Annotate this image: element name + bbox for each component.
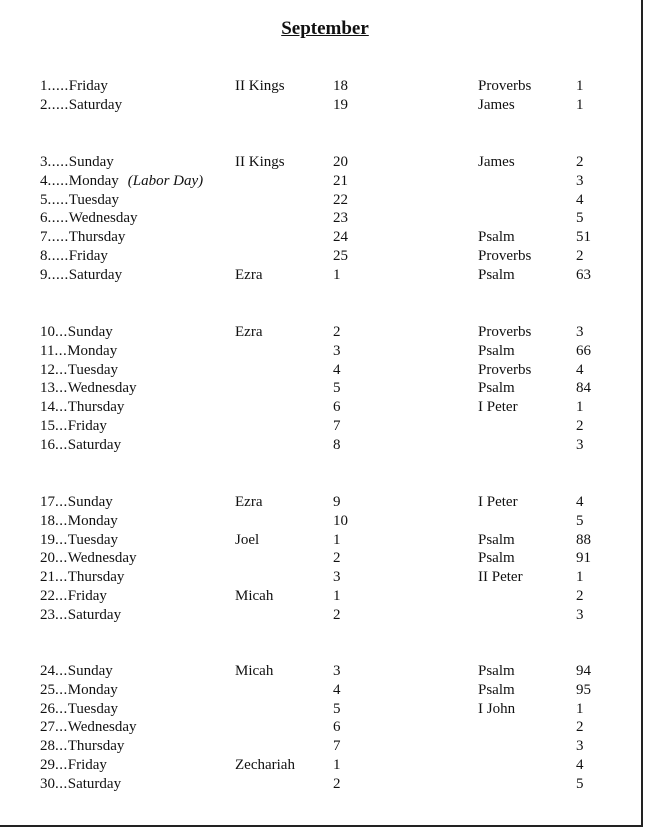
second-reading-chapter: 2 (576, 417, 584, 434)
weekday-name: Wednesday (67, 380, 137, 397)
second-reading-chapter: 3 (576, 324, 584, 340)
day-label (40, 247, 108, 266)
second-reading-chapter: 1 (576, 399, 584, 416)
week-block (0, 323, 650, 455)
second-reading-chapter: 2 (576, 587, 584, 604)
second-reading-book: Psalm (478, 550, 515, 567)
old-testament-book: Micah (235, 663, 274, 679)
leader-dots: ..... (47, 247, 69, 264)
leader-dots: ... (55, 399, 68, 416)
second-reading-chapter: 3 (576, 172, 584, 189)
reading-row (0, 775, 650, 794)
day-label (40, 662, 113, 681)
day-number: 4 (40, 172, 48, 189)
reading-row (0, 153, 650, 172)
weekday-name: Monday (67, 681, 118, 698)
second-reading-chapter: 3 (576, 738, 584, 755)
day-label (40, 512, 118, 531)
leader-dots: ... (55, 436, 68, 453)
reading-row (0, 209, 650, 228)
leader-dots: ... (55, 700, 68, 717)
day-number: 22 (40, 587, 55, 604)
old-testament-chapter: 1 (333, 756, 341, 773)
weekday-name: Saturday (68, 96, 123, 113)
old-testament-chapter: 2 (333, 550, 341, 567)
old-testament-chapter: 18 (333, 78, 348, 94)
day-label (40, 587, 107, 606)
day-number: 30 (40, 775, 55, 792)
page-title: September (281, 18, 369, 39)
day-label (40, 172, 203, 191)
weekday-name: Wednesday (67, 550, 137, 567)
leader-dots: ..... (47, 229, 69, 246)
leader-dots: ... (55, 569, 68, 586)
day-label (40, 531, 118, 550)
old-testament-chapter: 5 (333, 380, 341, 397)
second-reading-chapter: 91 (576, 550, 591, 567)
reading-row (0, 398, 650, 417)
day-label (40, 718, 137, 737)
day-label (40, 493, 113, 512)
day-label (40, 398, 124, 417)
leader-dots: ... (55, 681, 68, 698)
weekday-name: Tuesday (67, 700, 119, 717)
day-label (40, 361, 118, 380)
leader-dots: ... (55, 361, 68, 378)
weekday-name: Wednesday (68, 210, 138, 227)
day-label (40, 417, 107, 436)
reading-row (0, 531, 650, 550)
day-label (40, 191, 119, 210)
week-block (0, 493, 650, 625)
reading-row (0, 379, 650, 398)
day-number: 25 (40, 681, 55, 698)
day-number: 21 (40, 569, 55, 586)
second-reading-chapter: 2 (576, 719, 584, 736)
reading-row (0, 436, 650, 455)
reading-row (0, 606, 650, 625)
day-label (40, 153, 114, 172)
old-testament-chapter: 20 (333, 154, 348, 170)
second-reading-chapter: 2 (576, 154, 584, 170)
reading-row (0, 568, 650, 587)
leader-dots: ... (55, 380, 68, 397)
reading-row (0, 662, 650, 681)
old-testament-book: II Kings (235, 154, 285, 170)
second-reading-chapter: 66 (576, 342, 591, 359)
reading-row (0, 342, 650, 361)
reading-row (0, 191, 650, 210)
weekday-name: Thursday (67, 399, 125, 416)
weekday-name: Sunday (67, 663, 113, 679)
week-block (0, 77, 650, 115)
old-testament-book: Ezra (235, 324, 263, 340)
second-reading-chapter: 4 (576, 361, 584, 378)
weekday-name: Thursday (67, 738, 125, 755)
old-testament-chapter: 8 (333, 436, 341, 453)
weekday-name: Friday (67, 587, 107, 604)
old-testament-chapter: 2 (333, 606, 341, 623)
weekday-name: Monday (67, 342, 118, 359)
second-reading-book: Psalm (478, 266, 515, 283)
old-testament-chapter: 25 (333, 247, 348, 264)
day-number: 27 (40, 719, 55, 736)
second-reading-book: Proverbs (478, 324, 532, 340)
second-reading-chapter: 88 (576, 531, 591, 548)
old-testament-chapter: 3 (333, 663, 341, 679)
weekday-name: Wednesday (67, 719, 137, 736)
second-reading-book: James (478, 96, 515, 113)
old-testament-chapter: 1 (333, 266, 341, 283)
day-number: 20 (40, 550, 55, 567)
second-reading-book: I Peter (478, 494, 518, 510)
old-testament-chapter: 9 (333, 494, 341, 510)
day-number: 29 (40, 756, 55, 773)
day-number: 3 (40, 154, 48, 170)
leader-dots: ..... (47, 78, 69, 94)
day-number: 16 (40, 436, 55, 453)
second-reading-book: II Peter (478, 569, 523, 586)
leader-dots: ..... (47, 154, 69, 170)
old-testament-chapter: 5 (333, 700, 341, 717)
second-reading-chapter: 4 (576, 191, 584, 208)
reading-row (0, 361, 650, 380)
day-label (40, 209, 138, 228)
reading-row (0, 512, 650, 531)
reading-row (0, 96, 650, 115)
day-label (40, 342, 117, 361)
second-reading-book: Psalm (478, 342, 515, 359)
reading-row (0, 266, 650, 285)
day-number: 1 (40, 78, 48, 94)
leader-dots: ..... (47, 96, 69, 113)
old-testament-book: Ezra (235, 494, 263, 510)
day-label (40, 228, 125, 247)
second-reading-chapter: 94 (576, 663, 591, 679)
old-testament-chapter: 4 (333, 681, 341, 698)
day-number: 13 (40, 380, 55, 397)
leader-dots: ..... (47, 266, 69, 283)
second-reading-book: Psalm (478, 229, 515, 246)
second-reading-chapter: 5 (576, 775, 584, 792)
old-testament-book: Micah (235, 587, 274, 604)
second-reading-book: Psalm (478, 681, 515, 698)
weekday-name: Saturday (67, 436, 122, 453)
weekday-name: Friday (67, 756, 107, 773)
day-label (40, 606, 121, 625)
old-testament-chapter: 3 (333, 342, 341, 359)
weekday-name: Friday (68, 247, 108, 264)
weekday-name: Saturday (67, 606, 122, 623)
second-reading-chapter: 63 (576, 266, 591, 283)
second-reading-chapter: 5 (576, 512, 584, 529)
old-testament-chapter: 10 (333, 512, 348, 529)
old-testament-book: II Kings (235, 78, 285, 94)
day-number: 12 (40, 361, 55, 378)
day-number: 10 (40, 324, 55, 340)
old-testament-chapter: 22 (333, 191, 348, 208)
day-label (40, 323, 113, 342)
reading-row (0, 549, 650, 568)
reading-row (0, 737, 650, 756)
old-testament-chapter: 24 (333, 229, 348, 246)
reading-row (0, 77, 650, 96)
day-label (40, 436, 121, 455)
weekday-name: Saturday (67, 775, 122, 792)
second-reading-book: Proverbs (478, 247, 532, 264)
second-reading-chapter: 1 (576, 700, 584, 717)
weekday-name: Tuesday (67, 531, 119, 548)
second-reading-book: I John (478, 700, 516, 717)
reading-row (0, 228, 650, 247)
weekday-name: Saturday (68, 266, 123, 283)
old-testament-chapter: 1 (333, 531, 341, 548)
day-number: 6 (40, 210, 48, 227)
reading-row (0, 417, 650, 436)
second-reading-chapter: 1 (576, 78, 584, 94)
day-number: 2 (40, 96, 48, 113)
second-reading-chapter: 51 (576, 229, 591, 246)
weekday-name: Sunday (67, 494, 113, 510)
old-testament-chapter: 2 (333, 324, 341, 340)
reading-row (0, 700, 650, 719)
leader-dots: ..... (47, 172, 69, 189)
second-reading-book: Proverbs (478, 361, 532, 378)
old-testament-chapter: 7 (333, 417, 341, 434)
old-testament-chapter: 4 (333, 361, 341, 378)
second-reading-chapter: 84 (576, 380, 591, 397)
leader-dots: ... (55, 494, 68, 510)
reading-row (0, 323, 650, 342)
day-number: 8 (40, 247, 48, 264)
weekday-name: Thursday (68, 229, 126, 246)
leader-dots: ... (54, 342, 68, 359)
leader-dots: ... (55, 738, 68, 755)
day-label (40, 379, 137, 398)
reading-row (0, 681, 650, 700)
day-number: 14 (40, 399, 55, 416)
second-reading-chapter: 1 (576, 569, 584, 586)
holiday-note: (Labor Day) (127, 172, 204, 189)
day-number: 26 (40, 700, 55, 717)
day-label (40, 756, 107, 775)
old-testament-chapter: 1 (333, 587, 341, 604)
leader-dots: ... (55, 756, 68, 773)
weekday-name: Friday (67, 417, 107, 434)
second-reading-book: Psalm (478, 531, 515, 548)
leader-dots: ... (55, 719, 68, 736)
week-block (0, 662, 650, 794)
old-testament-chapter: 7 (333, 738, 341, 755)
weekday-name: Tuesday (68, 191, 120, 208)
second-reading-book: James (478, 154, 515, 170)
weekday-name: Sunday (67, 324, 113, 340)
second-reading-book: Psalm (478, 380, 515, 397)
day-label (40, 568, 124, 587)
day-label (40, 681, 118, 700)
day-label (40, 549, 137, 568)
day-label (40, 775, 121, 794)
day-number: 24 (40, 663, 55, 679)
reading-row (0, 718, 650, 737)
weekday-name: Thursday (67, 569, 125, 586)
old-testament-book: Joel (235, 531, 260, 548)
leader-dots: ... (55, 324, 68, 340)
leader-dots: ... (55, 550, 68, 567)
leader-dots: ... (55, 531, 68, 548)
leader-dots: ..... (47, 191, 69, 208)
second-reading-chapter: 1 (576, 96, 584, 113)
day-number: 17 (40, 494, 55, 510)
old-testament-chapter: 6 (333, 719, 341, 736)
day-number: 5 (40, 191, 48, 208)
old-testament-book: Ezra (235, 266, 263, 283)
old-testament-book: Zechariah (235, 756, 295, 773)
reading-row (0, 172, 650, 191)
old-testament-chapter: 19 (333, 96, 348, 113)
reading-row (0, 493, 650, 512)
old-testament-chapter: 21 (333, 172, 348, 189)
weekday-name: Friday (68, 78, 108, 94)
weekday-name: Monday (68, 172, 119, 189)
second-reading-book: Proverbs (478, 78, 532, 94)
leader-dots: ... (55, 512, 68, 529)
day-number: 11 (40, 342, 55, 359)
second-reading-book: Psalm (478, 663, 515, 679)
old-testament-chapter: 23 (333, 210, 348, 227)
day-number: 23 (40, 606, 55, 623)
day-number: 19 (40, 531, 55, 548)
leader-dots: ... (55, 606, 68, 623)
day-label (40, 96, 122, 115)
day-label (40, 266, 122, 285)
second-reading-chapter: 4 (576, 756, 584, 773)
second-reading-chapter: 3 (576, 606, 584, 623)
day-label (40, 700, 118, 719)
reading-row (0, 247, 650, 266)
leader-dots: ... (55, 663, 68, 679)
second-reading-chapter: 2 (576, 247, 584, 264)
day-number: 28 (40, 738, 55, 755)
day-number: 18 (40, 512, 55, 529)
second-reading-chapter: 3 (576, 436, 584, 453)
reading-row (0, 756, 650, 775)
day-number: 7 (40, 229, 48, 246)
day-number: 9 (40, 266, 48, 283)
day-number: 15 (40, 417, 55, 434)
old-testament-chapter: 3 (333, 569, 341, 586)
weekday-name: Tuesday (67, 361, 119, 378)
second-reading-chapter: 4 (576, 494, 584, 510)
reading-row (0, 587, 650, 606)
old-testament-chapter: 2 (333, 775, 341, 792)
second-reading-chapter: 95 (576, 681, 591, 698)
weekday-name: Monday (67, 512, 118, 529)
leader-dots: ... (55, 417, 68, 434)
weekday-name: Sunday (68, 154, 114, 170)
week-block (0, 153, 650, 285)
leader-dots: ..... (47, 210, 69, 227)
day-label (40, 77, 108, 96)
second-reading-chapter: 5 (576, 210, 584, 227)
second-reading-book: I Peter (478, 399, 518, 416)
day-label (40, 737, 124, 756)
old-testament-chapter: 6 (333, 399, 341, 416)
leader-dots: ... (55, 775, 68, 792)
leader-dots: ... (55, 587, 68, 604)
